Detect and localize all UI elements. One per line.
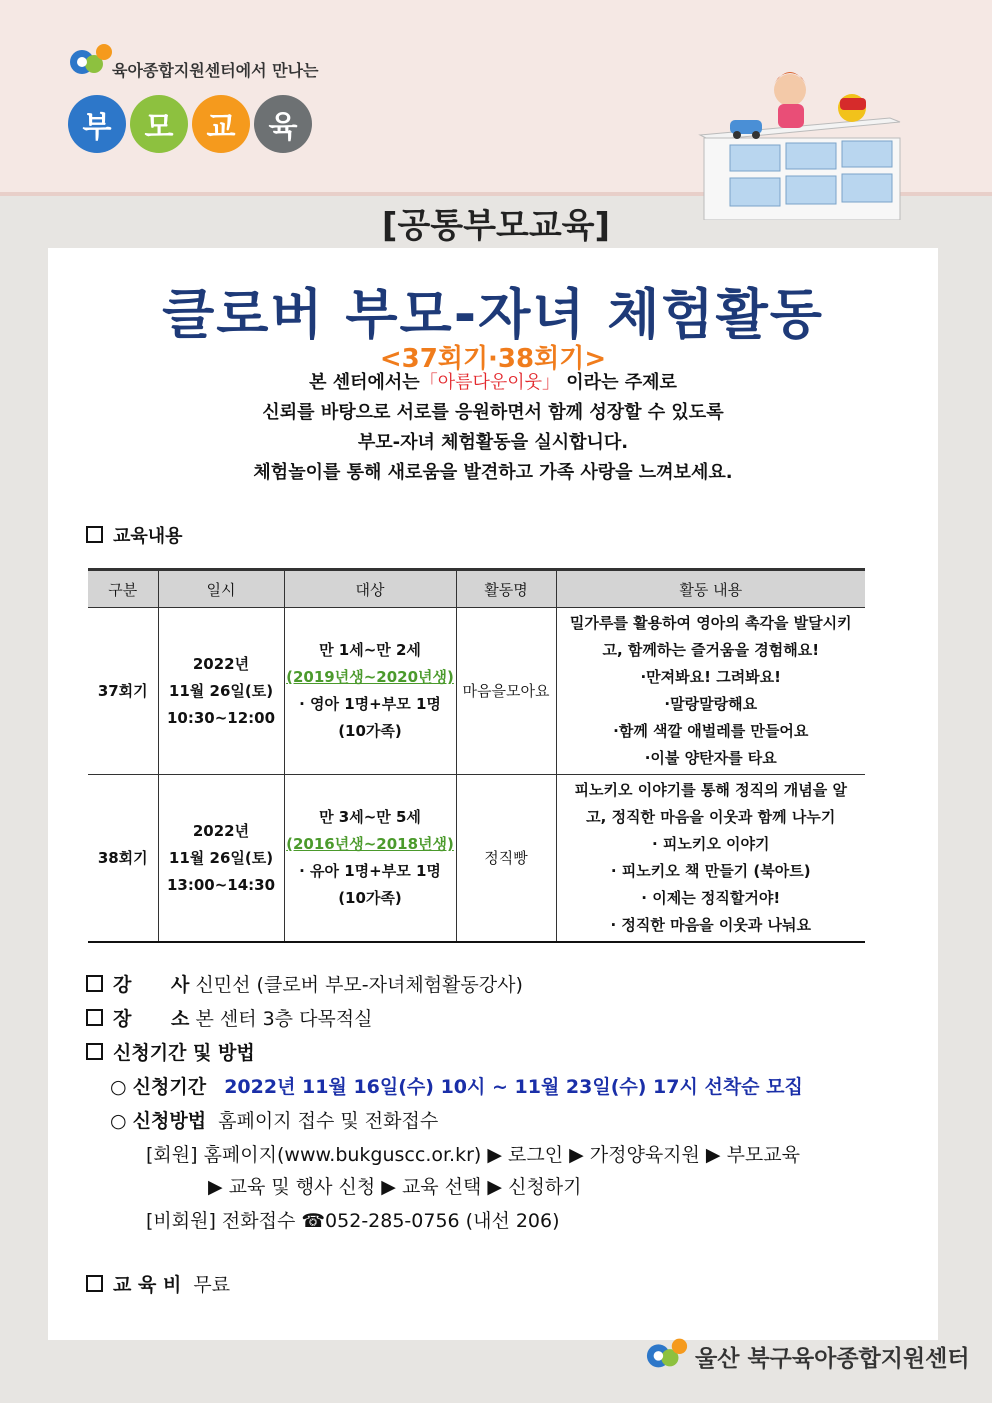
apply-heading: 신청기간 및 방법: [113, 1042, 255, 1064]
target-birth-years: (2016년생~2018년생): [286, 835, 454, 853]
table-header-row: [88, 570, 865, 608]
center-logo-icon: [68, 40, 114, 78]
content-item: ·말랑말랑해요: [664, 695, 758, 713]
date-time: 10:30~12:00: [166, 708, 276, 727]
content-item: ·만져봐요! 그려봐요!: [640, 668, 782, 686]
content-item: · 피노키오 이야기: [651, 835, 770, 853]
target-family: (10가족): [338, 722, 402, 740]
instructor-value: 신민선 (클로버 부모-자녀체험활동강사): [195, 974, 523, 996]
date-time: 13:00~14:30: [166, 875, 276, 894]
main-title: 클로버 부모-자녀 체험활동: [162, 283, 824, 346]
fee-row: [86, 1270, 230, 1297]
apply-method-row: [110, 1106, 438, 1133]
checkbox-icon: [86, 975, 103, 992]
edu-content-label: 교육내용: [113, 526, 183, 547]
intro-text: [48, 368, 938, 488]
header-subtitle: 육아종합지원센터에서 만나는: [112, 61, 319, 80]
checkbox-icon: [86, 1009, 103, 1026]
content-lead: 밀가루를 활용하여 영아의 촉각을 발달시키고, 함께하는 즐거움을 경험해요!: [569, 614, 852, 659]
col-header-activity: 활동명: [456, 570, 556, 608]
apply-period-value: 2022년 11월 16일(수) 10시 ~ 11월 23일(수) 17시 선착순 모집: [224, 1076, 803, 1098]
target-people: · 유아 1명+부모 1명: [299, 862, 441, 880]
badge-char-3: 교: [192, 95, 250, 153]
badge-char-2: 모: [130, 95, 188, 153]
intro-line-2: 신뢰를 바탕으로 서로를 응원하면서 함께 성장할 수 있도록: [262, 402, 724, 423]
date-cell: [158, 775, 284, 943]
target-age: 만 3세~만 5세: [319, 808, 421, 826]
toy-shelf-illustration: [690, 60, 910, 220]
fee-label: 교 육 비: [113, 1274, 182, 1296]
intro-line-1-pre: 본 센터에서는: [309, 372, 420, 393]
content-item: ·이불 양탄자를 타요: [644, 749, 777, 767]
session-title: <37회기·38회기>: [379, 344, 607, 374]
intro-theme: 「아름다운이웃」: [419, 372, 561, 393]
footer-logo-icon: [645, 1333, 689, 1373]
date-year: 2022년: [192, 821, 250, 840]
place-label: 장 소: [113, 1008, 190, 1030]
col-header-content: 활동 내용: [556, 570, 865, 608]
content-cell: [556, 608, 865, 775]
session-cell: 37회기: [88, 608, 158, 775]
content-item: · 피노키오 책 만들기 (북아트): [610, 862, 811, 880]
content-item: · 정직한 마음을 이웃과 나눠요: [610, 916, 811, 934]
intro-line-1-post: 이라는 주제로: [560, 372, 677, 393]
member-path-line-2: ▶ 교육 및 행사 신청 ▶ 교육 선택 ▶ 신청하기: [208, 1176, 582, 1198]
nonmember-phone: [비회원] 전화접수 ☎052-285-0756 (내선 206): [146, 1210, 560, 1232]
target-cell: [284, 608, 456, 775]
session-cell: 38회기: [88, 775, 158, 943]
col-header-date: 일시: [158, 570, 284, 608]
content-lead: 피노키오 이야기를 통해 정직의 개념을 알고, 정직한 마음을 이웃과 함께 나누기: [574, 781, 847, 826]
badge-char-1: 부: [68, 95, 126, 153]
schedule-table: [88, 568, 865, 943]
fee-value: 무료: [193, 1274, 231, 1296]
date-day: 11월 26일(토): [168, 848, 274, 867]
activity-cell: 마음을모아요: [456, 608, 556, 775]
checkbox-icon: [86, 1275, 103, 1292]
parent-education-badge: [68, 95, 312, 153]
apply-heading-row: [86, 1038, 255, 1065]
instructor-label: 강 사: [113, 974, 190, 996]
section-title: [공통부모교육]: [381, 206, 611, 246]
date-cell: [158, 608, 284, 775]
intro-line-3: 부모-자녀 체험활동을 실시합니다.: [357, 432, 629, 453]
date-day: 11월 26일(토): [168, 681, 274, 700]
content-sheet: [48, 248, 938, 1340]
footer-center-name: 울산 북구육아종합지원센터: [695, 1346, 970, 1372]
bullet-circle-icon: ○: [110, 1076, 127, 1098]
edu-content-heading: [86, 522, 183, 548]
apply-method-label: 신청방법: [132, 1110, 207, 1132]
target-cell: [284, 775, 456, 943]
place-row: [86, 1004, 373, 1031]
intro-line-4: 체험놀이를 통해 새로움을 발견하고 가족 사랑을 느껴보세요.: [253, 462, 733, 483]
activity-cell: 정직빵: [456, 775, 556, 943]
date-year: 2022년: [192, 654, 250, 673]
col-header-session: 구분: [88, 570, 158, 608]
content-item: · 이제는 정직할거야!: [641, 889, 781, 907]
target-family: (10가족): [338, 889, 402, 907]
target-people: · 영아 1명+부모 1명: [299, 695, 441, 713]
target-birth-years: (2019년생~2020년생): [286, 668, 454, 686]
bullet-circle-icon: ○: [110, 1110, 127, 1132]
col-header-target: 대상: [284, 570, 456, 608]
table-row: [88, 608, 865, 775]
table-row: [88, 775, 865, 943]
target-age: 만 1세~만 2세: [319, 641, 421, 659]
content-cell: [556, 775, 865, 943]
place-value: 본 센터 3층 다목적실: [195, 1008, 373, 1030]
instructor-row: [86, 970, 523, 997]
badge-char-4: 육: [254, 95, 312, 153]
intro-line-1: [48, 368, 938, 398]
checkbox-icon: [86, 1043, 103, 1060]
apply-method-value: 홈페이지 접수 및 전화접수: [218, 1110, 439, 1132]
checkbox-icon: [86, 526, 103, 543]
apply-period-label: 신청기간: [132, 1076, 207, 1098]
member-path-line-1: [회원] 홈페이지(www.bukguscc.or.kr) ▶ 로그인 ▶ 가정양육지원 ▶ 부모교육: [146, 1144, 800, 1166]
apply-period-row: [110, 1072, 803, 1099]
content-item: ·함께 색깔 애벌레를 만들어요: [613, 722, 809, 740]
